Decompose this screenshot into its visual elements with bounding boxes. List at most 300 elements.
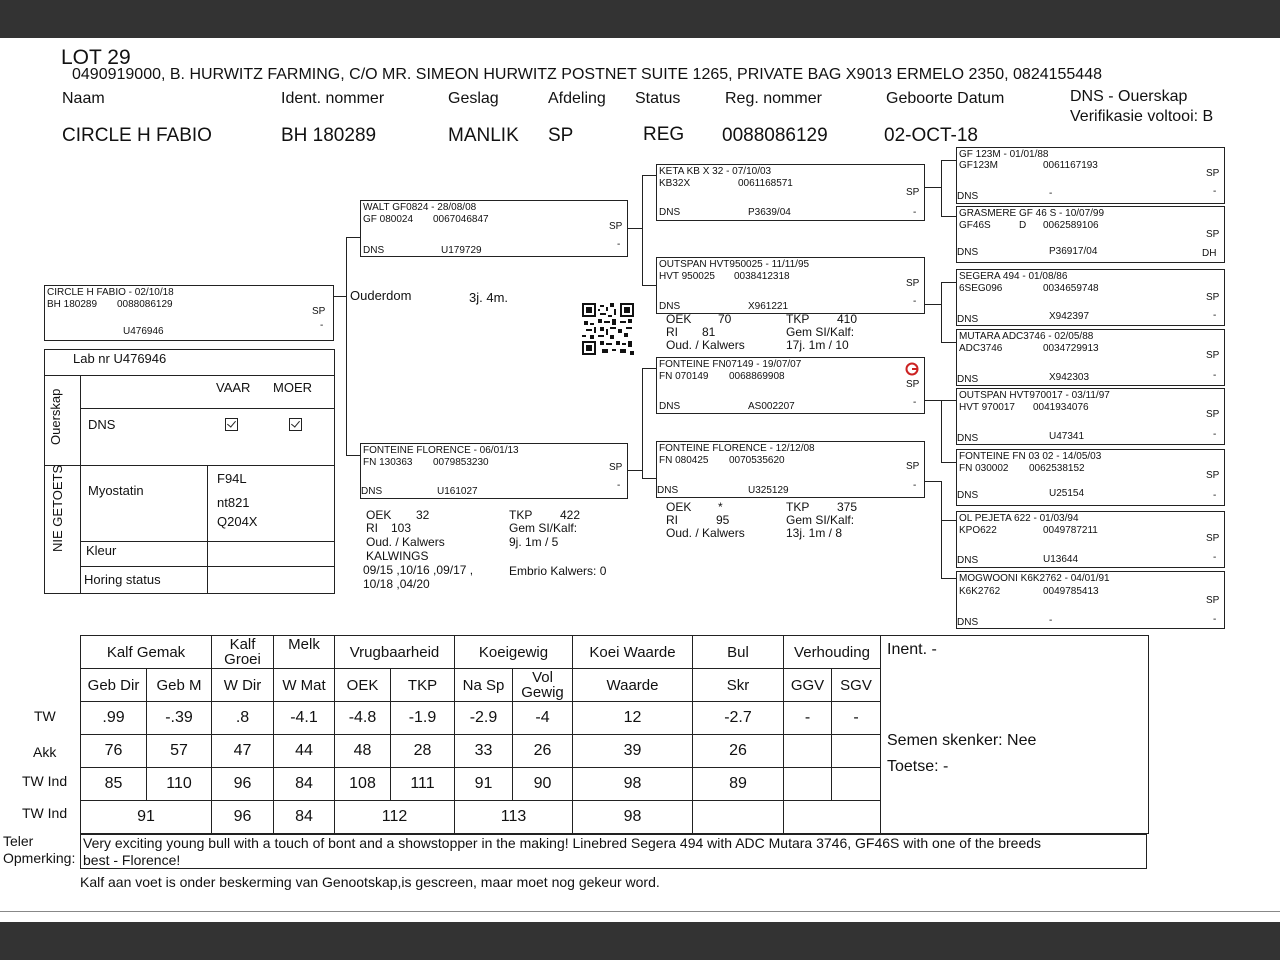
- ggp-name: OL PEJETA 622 - 01/03/94: [959, 513, 1079, 524]
- pedigree-ggp-card: [956, 449, 1225, 506]
- remarks-text-2: best - Florence!: [83, 852, 181, 868]
- ggp-name: MOGWOONI K6K2762 - 04/01/91: [959, 573, 1110, 584]
- myostatin-q204x: Q204X: [217, 514, 258, 529]
- ggp-sp: SP: [1206, 350, 1220, 361]
- connector: [941, 160, 956, 161]
- connector: [925, 187, 941, 188]
- tw-value-cell: -4.8: [335, 702, 391, 735]
- connector: [941, 520, 956, 521]
- twind-value-cell: 89: [693, 768, 784, 801]
- twind2-cell: 98: [573, 801, 693, 834]
- tw-value-cell: -.39: [147, 702, 212, 735]
- label-geboorte: Geboorte Datum: [886, 90, 1005, 107]
- gp2-oek-value: 70: [718, 312, 732, 326]
- twind-value-cell: 96: [212, 768, 274, 801]
- ouderdom-value: 3j. 4m.: [469, 290, 509, 305]
- connector: [941, 282, 942, 342]
- ggp-code: P36917/04: [1049, 246, 1098, 257]
- ggp-name: SEGERA 494 - 01/08/86: [959, 271, 1068, 282]
- pedigree-gp-card: [656, 441, 925, 498]
- connector: [941, 342, 956, 343]
- nie-getoets-label: NIE GETOETS: [50, 464, 65, 552]
- connector: [628, 470, 642, 471]
- value-ident: BH 180289: [281, 125, 377, 146]
- ggp-sp: SP: [1206, 409, 1220, 420]
- pedigree-animal-card: [44, 285, 334, 341]
- connector: [925, 400, 941, 401]
- dns-verifikasie: Verifikasie voltooi: B: [1070, 108, 1214, 125]
- divider: [45, 465, 334, 466]
- value-reg: 0088086129: [722, 125, 828, 146]
- ggp-name: FONTEINE FN 03 02 - 14/05/03: [959, 451, 1102, 462]
- twind-value-cell: 84: [274, 768, 335, 801]
- akk-value-cell: 26: [693, 735, 784, 768]
- row-label-tw: TW: [34, 708, 56, 724]
- connector: [941, 400, 956, 401]
- akk-value-cell: 57: [147, 735, 212, 768]
- label-afdeling: Afdeling: [548, 90, 606, 107]
- dam-tkp-label: TKP: [509, 508, 533, 522]
- gp-dash: -: [913, 296, 917, 307]
- ggp-reg: 0062589106: [1043, 220, 1099, 231]
- ggp-sp: SP: [1206, 229, 1220, 240]
- remarks-box: [80, 834, 1147, 869]
- divider: [80, 375, 81, 593]
- akk-value-cell: 47: [212, 735, 274, 768]
- connector: [642, 175, 643, 285]
- twind-value-cell: 111: [391, 768, 455, 801]
- twind-value-cell: [832, 768, 881, 801]
- ggp-dash: -: [1213, 310, 1217, 321]
- twind2-cell: 96: [212, 801, 274, 834]
- group-koeigewig: Koeigewig: [455, 636, 573, 669]
- vaar-checked-icon: [225, 418, 238, 431]
- ggp-code: U25154: [1049, 488, 1085, 499]
- sire-reg: 0067046847: [433, 214, 489, 225]
- remarks-text-1: Very exciting young bull with a touch of bont and a showstopper in the making! Linebred Segera 494 with ADC Mutara 3746, GF46S with one of the breeds: [83, 835, 1042, 851]
- col-header: W Mat: [274, 669, 335, 702]
- divider: [45, 375, 334, 376]
- akk-value-cell: 48: [335, 735, 391, 768]
- ggp-reg: 0034729913: [1043, 343, 1099, 354]
- gp-reg: 0038412318: [734, 271, 790, 282]
- twind-value-cell: 110: [147, 768, 212, 801]
- sire-dns: DNS: [363, 245, 385, 256]
- group-bul: Bul: [693, 636, 784, 669]
- gp-name: OUTSPAN HVT950025 - 11/11/95: [659, 259, 810, 270]
- ggp-code: X942303: [1049, 372, 1090, 383]
- pedigree-ggp-card: [956, 269, 1225, 326]
- gp-dns: DNS: [657, 485, 679, 496]
- twind-value-cell: 108: [335, 768, 391, 801]
- gp4-oud-label: Oud. / Kalwers: [666, 526, 745, 540]
- pedigree-ggp-card: [956, 388, 1225, 445]
- dam-dns: DNS: [361, 486, 383, 497]
- twind2-cell: 113: [455, 801, 573, 834]
- ggp-dns: DNS: [957, 555, 979, 566]
- label-reg: Reg. nommer: [725, 90, 822, 107]
- sire-dash: -: [617, 239, 621, 250]
- label-naam: Naam: [62, 90, 105, 107]
- ggp-reg: 0041934076: [1033, 402, 1089, 413]
- col-header: SGV: [832, 669, 881, 702]
- myostatin-label: Myostatin: [88, 483, 144, 498]
- ggp-sp: SP: [1206, 292, 1220, 303]
- tw-value-cell: -1.9: [391, 702, 455, 735]
- group-kalf-gemak: Kalf Gemak: [81, 636, 212, 669]
- gp-code: AS002207: [748, 401, 795, 412]
- akk-value-cell: [784, 735, 832, 768]
- footer-note: Kalf aan voet is onder beskerming van Genootskap,is gescreen, maar moet nog gekeur word.: [80, 874, 660, 890]
- dam-embrio: Embrio Kalwers: 0: [509, 564, 607, 578]
- gp-name: KETA KB X 32 - 07/10/03: [659, 166, 772, 177]
- animal-dash: -: [320, 320, 324, 331]
- ggp-ident: KPO622: [959, 525, 997, 536]
- value-naam: CIRCLE H FABIO: [62, 125, 212, 146]
- remarks-label-opmerking: Opmerking:: [3, 850, 76, 866]
- akk-value-cell: [832, 735, 881, 768]
- pedigree-ggp-card: [956, 147, 1225, 204]
- ggp-sp: SP: [1206, 533, 1220, 544]
- ggp-code: X942397: [1049, 311, 1090, 322]
- animal-sp: SP: [312, 306, 326, 317]
- col-header: TKP: [391, 669, 455, 702]
- akk-value-cell: 76: [81, 735, 147, 768]
- ggp-code: U47341: [1049, 431, 1085, 442]
- divider: [207, 465, 208, 593]
- tw-value-cell: -: [832, 702, 881, 735]
- sire-ident: GF 080024: [363, 214, 414, 225]
- connector: [925, 304, 941, 305]
- akk-value-cell: 44: [274, 735, 335, 768]
- value-status: REG: [643, 124, 685, 145]
- pedigree-ggp-card: [956, 329, 1225, 386]
- ggp-id-mid: D: [1019, 220, 1027, 231]
- connector: [941, 578, 956, 579]
- gp-code: X961221: [748, 301, 789, 312]
- connector: [941, 282, 956, 283]
- tw-value-cell: -: [784, 702, 832, 735]
- bottom-bar: [0, 922, 1280, 960]
- myostatin-nt821: nt821: [217, 495, 250, 510]
- pedigree-gp-card: [656, 357, 925, 414]
- dam-ri-value: 103: [391, 521, 412, 535]
- twind-value-cell: 98: [573, 768, 693, 801]
- ggp-dns: DNS: [957, 191, 979, 202]
- ggp-dash: -: [1213, 490, 1217, 501]
- gp-sp: SP: [906, 461, 920, 472]
- vaar-header: VAAR: [216, 380, 251, 395]
- tw-value-cell: .8: [212, 702, 274, 735]
- ggp-name: GRASMERE GF 46 S - 10/07/99: [959, 208, 1105, 219]
- col-header: Geb M: [147, 669, 212, 702]
- ggp-ident: FN 030002: [959, 463, 1009, 474]
- footer-divider: [0, 911, 1280, 912]
- dam-oud-label: Oud. / Kalwers: [366, 535, 445, 549]
- gp2-oud-value: 17j. 1m / 10: [786, 338, 849, 352]
- akk-value-cell: 26: [513, 735, 573, 768]
- ggp-sp: SP: [1206, 595, 1220, 606]
- gp-reg: 0061168571: [738, 178, 793, 189]
- connector: [941, 400, 942, 462]
- gp4-tkp-label: TKP: [786, 500, 810, 514]
- ggp-ident: ADC3746: [959, 343, 1003, 354]
- gp-name: FONTEINE FLORENCE - 12/12/08: [659, 443, 815, 454]
- dam-kalwings-label: KALWINGS: [366, 549, 429, 563]
- gp-name: FONTEINE FN07149 - 19/07/07: [659, 359, 802, 370]
- gp-code: P3639/04: [748, 207, 791, 218]
- connector: [642, 368, 643, 478]
- ggp-dash: -: [1213, 370, 1217, 381]
- gp-sp: SP: [906, 278, 920, 289]
- pedigree-gp-card: [656, 164, 925, 221]
- gp4-tkp-value: 375: [837, 500, 858, 514]
- gp4-ri-label: RI: [666, 513, 678, 527]
- divider: [80, 408, 334, 409]
- connector: [346, 237, 360, 238]
- gp-dash: -: [913, 480, 917, 491]
- pedigree-gp-card: [656, 257, 925, 314]
- twind-value-cell: 85: [81, 768, 147, 801]
- connector: [941, 160, 942, 216]
- pedigree-ggp-card: [956, 571, 1225, 629]
- label-status: Status: [635, 90, 681, 107]
- twind2-cell: 112: [335, 801, 455, 834]
- ggp-reg: 0049785413: [1043, 586, 1099, 597]
- col-header: Skr: [693, 669, 784, 702]
- gp2-oud-label: Oud. / Kalwers: [666, 338, 745, 352]
- connector: [346, 455, 360, 456]
- gp-sp: SP: [906, 187, 920, 198]
- ggp-sp: SP: [1206, 470, 1220, 481]
- dam-oek-label: OEK: [366, 508, 392, 522]
- qr-code-icon: [582, 303, 634, 355]
- col-header: Waarde: [573, 669, 693, 702]
- gp-ident: HVT 950025: [659, 271, 715, 282]
- dam-reg: 0079853230: [433, 457, 489, 468]
- gp-reg: 0070535620: [729, 455, 785, 466]
- ggp-ident: HVT 970017: [959, 402, 1015, 413]
- tw-value-cell: -4: [513, 702, 573, 735]
- ggp-ident: 6SEG096: [959, 283, 1003, 294]
- ggp-code: U13644: [1043, 554, 1079, 565]
- animal-code: U476946: [123, 326, 164, 337]
- connector: [334, 296, 346, 297]
- pedigree-dam-card: [360, 443, 628, 499]
- pedigree-ggp-card: [956, 511, 1225, 568]
- ggp-dash: -: [1213, 552, 1217, 563]
- row-label-twind-2: TW Ind: [22, 805, 68, 821]
- gp2-ri-value: 81: [702, 325, 716, 339]
- sire-code: U179729: [441, 245, 482, 256]
- twind-value-cell: 91: [455, 768, 513, 801]
- group-melk: Melk: [274, 636, 335, 669]
- animal-name: CIRCLE H FABIO - 02/10/18: [47, 287, 174, 298]
- twind-value-cell: [784, 768, 832, 801]
- ggp-reg: 0049787211: [1043, 525, 1098, 536]
- dam-kalwings-line1: 09/15 ,10/16 ,09/17 ,: [363, 563, 474, 577]
- row-label-twind: TW Ind: [22, 773, 68, 789]
- gp2-ri-label: RI: [666, 325, 678, 339]
- connector: [941, 462, 956, 463]
- gp-dash: -: [913, 207, 917, 218]
- gp-ident: FN 070149: [659, 371, 709, 382]
- moer-checked-icon: [289, 418, 302, 431]
- divider: [80, 541, 334, 542]
- akk-value-cell: 39: [573, 735, 693, 768]
- dam-dash: -: [617, 480, 621, 491]
- pedigree-ggp-card: [956, 206, 1225, 263]
- animal-ident: BH 180289: [47, 299, 98, 310]
- col-header: Na Sp: [455, 669, 513, 702]
- kleur-label: Kleur: [86, 543, 117, 558]
- dns-label: DNS: [88, 417, 116, 432]
- value-geslag: MANLIK: [448, 125, 519, 146]
- ggp-reg: 0061167193: [1043, 160, 1098, 171]
- group-vrugbaarheid: Vrugbaarheid: [335, 636, 455, 669]
- info-cell: [881, 636, 1149, 834]
- ouerskap-label: Ouerskap: [48, 388, 63, 445]
- dns-ouerskap: DNS - Ouerskap: [1070, 88, 1188, 105]
- gp-dns: DNS: [659, 301, 681, 312]
- ggp-dns: DNS: [957, 490, 979, 501]
- pedigree-sire-card: [360, 200, 628, 257]
- gp-dns: DNS: [659, 207, 681, 218]
- ggp-reg: 0062538152: [1029, 463, 1085, 474]
- sire-name: WALT GF0824 - 28/08/08: [363, 202, 477, 213]
- moer-header: MOER: [273, 380, 312, 395]
- tw-value-cell: -2.7: [693, 702, 784, 735]
- dam-oek-value: 32: [416, 508, 430, 522]
- twind2-cell: [693, 801, 784, 834]
- dam-ri-label: RI: [366, 521, 378, 535]
- gp-ident: KB32X: [659, 178, 691, 189]
- gp4-ri-value: 95: [716, 513, 730, 527]
- connector: [642, 285, 656, 286]
- ggp-reg: 0034659748: [1043, 283, 1099, 294]
- tw-value-cell: -2.9: [455, 702, 513, 735]
- connector: [642, 175, 656, 176]
- gp2-tkp-label: TKP: [786, 312, 810, 326]
- akk-value-cell: 33: [455, 735, 513, 768]
- sire-sp: SP: [609, 221, 623, 232]
- connector: [642, 368, 656, 369]
- gp-sp: SP: [906, 379, 920, 390]
- ggp-code: -: [1049, 615, 1053, 626]
- connector: [941, 481, 942, 578]
- breeding-values-table: [80, 635, 1149, 834]
- connector: [642, 478, 656, 479]
- lab-number: Lab nr U476946: [73, 351, 167, 366]
- dam-kalwings-line2: 10/18 ,04/20: [363, 577, 430, 591]
- dam-name: FONTEINE FLORENCE - 06/01/13: [363, 445, 519, 456]
- col-header: W Dir: [212, 669, 274, 702]
- col-header: Geb Dir: [81, 669, 147, 702]
- connector: [346, 237, 347, 455]
- dam-ident: FN 130363: [363, 457, 413, 468]
- ggp-sp: SP: [1206, 168, 1220, 179]
- gp4-oud-value: 13j. 1m / 8: [786, 526, 843, 540]
- value-afdeling: SP: [548, 125, 574, 146]
- animal-reg: 0088086129: [117, 299, 173, 310]
- gp4-oek-label: OEK: [666, 500, 692, 514]
- dam-gem-label: Gem SI/Kalf:: [509, 521, 578, 535]
- gp-dns: DNS: [659, 401, 681, 412]
- gp4-oek-value: *: [718, 500, 723, 514]
- remarks-label-teler: Teler: [3, 833, 34, 849]
- toetse-label: Toetse: -: [887, 758, 949, 775]
- ggp-code: -: [1049, 188, 1053, 199]
- gp-dash: -: [913, 397, 917, 408]
- row-label-akk: Akk: [33, 744, 57, 760]
- gp2-gem-label: Gem SI/Kalf:: [786, 325, 855, 339]
- ouderdom-label: Ouderdom: [350, 288, 412, 303]
- semen-label: Semen skenker: Nee: [887, 732, 1037, 749]
- twind2-cell: 84: [274, 801, 335, 834]
- value-geboorte: 02-OCT-18: [884, 125, 978, 146]
- col-header: GGV: [784, 669, 832, 702]
- dam-tkp-value: 422: [560, 508, 581, 522]
- lot-number: LOT 29: [61, 46, 131, 69]
- ggp-dns: DNS: [957, 247, 979, 258]
- ggp-name: OUTSPAN HVT970017 - 03/11/97: [959, 390, 1110, 401]
- ggp-dns: DNS: [957, 617, 979, 628]
- label-geslag: Geslag: [448, 90, 499, 107]
- ggp-name: MUTARA ADC3746 - 02/05/88: [959, 331, 1094, 342]
- group-kalf-groei: Kalf Groei: [212, 636, 274, 669]
- ggp-dash: -: [1213, 614, 1217, 625]
- twind2-cell: [784, 801, 881, 834]
- twind2-cell: 91: [81, 801, 212, 834]
- gp2-oek-label: OEK: [666, 312, 692, 326]
- gp-ident: FN 080425: [659, 455, 709, 466]
- col-header: OEK: [335, 669, 391, 702]
- ggp-dns: DNS: [957, 314, 979, 325]
- ggp-dash: DH: [1202, 248, 1217, 259]
- inent-label: Inent. -: [887, 641, 937, 658]
- col-header: Vol Gewig: [513, 669, 573, 702]
- connector: [925, 481, 941, 482]
- group-koei-waarde: Koei Waarde: [573, 636, 693, 669]
- gp-code: U325129: [748, 485, 789, 496]
- ggp-ident: K6K2762: [959, 586, 1001, 597]
- ggp-name: GF 123M - 01/01/88: [959, 149, 1049, 160]
- group-verhouding: Verhouding: [784, 636, 881, 669]
- dna-panel: [44, 349, 335, 594]
- label-ident: Ident. nommer: [281, 90, 385, 107]
- ggp-ident: GF123M: [959, 160, 998, 171]
- horing-status-label: Horing status: [84, 572, 161, 587]
- dam-oud-value: 9j. 1m / 5: [509, 535, 559, 549]
- ggp-dns: DNS: [957, 374, 979, 385]
- ggp-dns: DNS: [957, 433, 979, 444]
- akk-value-cell: 28: [391, 735, 455, 768]
- tw-value-cell: .99: [81, 702, 147, 735]
- twind-value-cell: 90: [513, 768, 573, 801]
- top-bar: [0, 0, 1280, 38]
- connector: [628, 228, 642, 229]
- divider: [80, 566, 334, 567]
- gp4-gem-label: Gem SI/Kalf:: [786, 513, 855, 527]
- ggp-dash: -: [1213, 186, 1217, 197]
- dam-code: U161027: [437, 486, 478, 497]
- owner-line: 0490919000, B. HURWITZ FARMING, C/O MR. SIMEON HURWITZ POSTNET SUITE 1265, PRIVATE BAG X9013 ERMELO 2350, 0824155448: [72, 66, 1102, 83]
- ggp-ident: GF46S: [959, 220, 991, 231]
- dam-sp: SP: [609, 462, 623, 473]
- ggp-dash: -: [1213, 429, 1217, 440]
- tw-value-cell: -4.1: [274, 702, 335, 735]
- connector: [941, 216, 956, 217]
